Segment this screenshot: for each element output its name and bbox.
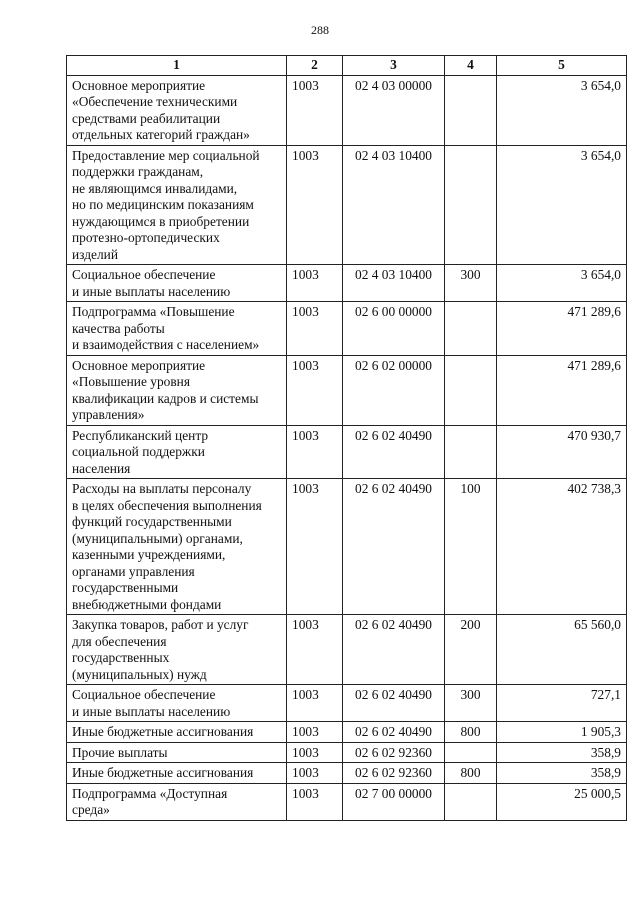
table-row <box>67 145 627 265</box>
table-row <box>67 685 627 722</box>
target-article-cell: 02 4 03 00000 <box>343 75 445 145</box>
section-code-cell: 1003 <box>287 355 343 425</box>
target-article-cell: 02 4 03 10400 <box>343 145 445 265</box>
target-article-cell: 02 6 02 00000 <box>343 355 445 425</box>
section-code-cell: 1003 <box>287 783 343 820</box>
amount-cell: 65 560,0 <box>497 615 627 685</box>
item-name-cell: Предоставление мер социальной поддержки гражданам, не являющимся инвалидами, но по медицинским показаниям нуждающимся в приобретении протезно-ортопедических изделий <box>67 145 287 265</box>
amount-cell: 3 654,0 <box>497 75 627 145</box>
header-col-1: 1 <box>67 56 287 76</box>
target-article-cell: 02 7 00 00000 <box>343 783 445 820</box>
table-row <box>67 479 627 615</box>
expense-type-cell <box>445 355 497 425</box>
section-code-cell: 1003 <box>287 145 343 265</box>
expense-type-cell <box>445 783 497 820</box>
header-col-5: 5 <box>497 56 627 76</box>
item-name-cell: Социальное обеспечение и иные выплаты населению <box>67 265 287 302</box>
expense-type-cell: 800 <box>445 722 497 743</box>
target-article-cell: 02 6 02 40490 <box>343 685 445 722</box>
table-row <box>67 763 627 784</box>
item-name-cell: Иные бюджетные ассигнования <box>67 763 287 784</box>
amount-cell: 470 930,7 <box>497 425 627 479</box>
amount-cell: 358,9 <box>497 742 627 763</box>
header-col-4: 4 <box>445 56 497 76</box>
expense-type-cell: 200 <box>445 615 497 685</box>
section-code-cell: 1003 <box>287 479 343 615</box>
section-code-cell: 1003 <box>287 685 343 722</box>
expense-type-cell: 100 <box>445 479 497 615</box>
table-row <box>67 783 627 820</box>
amount-cell: 471 289,6 <box>497 302 627 356</box>
amount-cell: 727,1 <box>497 685 627 722</box>
table-row <box>67 75 627 145</box>
section-code-cell: 1003 <box>287 302 343 356</box>
header-row <box>67 56 627 76</box>
amount-cell: 358,9 <box>497 763 627 784</box>
section-code-cell: 1003 <box>287 615 343 685</box>
target-article-cell: 02 6 02 40490 <box>343 425 445 479</box>
expense-type-cell <box>445 145 497 265</box>
section-code-cell: 1003 <box>287 722 343 743</box>
section-code-cell: 1003 <box>287 742 343 763</box>
expense-type-cell <box>445 742 497 763</box>
target-article-cell: 02 6 02 40490 <box>343 722 445 743</box>
amount-cell: 3 654,0 <box>497 145 627 265</box>
item-name-cell: Основное мероприятие «Повышение уровня квалификации кадров и системы управления» <box>67 355 287 425</box>
target-article-cell: 02 4 03 10400 <box>343 265 445 302</box>
section-code-cell: 1003 <box>287 763 343 784</box>
target-article-cell: 02 6 02 92360 <box>343 763 445 784</box>
expense-type-cell: 300 <box>445 265 497 302</box>
table-row <box>67 615 627 685</box>
amount-cell: 471 289,6 <box>497 355 627 425</box>
table-row <box>67 355 627 425</box>
item-name-cell: Социальное обеспечение и иные выплаты населению <box>67 685 287 722</box>
section-code-cell: 1003 <box>287 265 343 302</box>
header-col-3: 3 <box>343 56 445 76</box>
item-name-cell: Подпрограмма «Доступная среда» <box>67 783 287 820</box>
amount-cell: 25 000,5 <box>497 783 627 820</box>
table-row <box>67 302 627 356</box>
table-row <box>67 265 627 302</box>
header-col-2: 2 <box>287 56 343 76</box>
item-name-cell: Расходы на выплаты персоналу в целях обеспечения выполнения функций государственными (муниципальными) органами, казенными учреждениями, органами управления государственными внебюджетными фондами <box>67 479 287 615</box>
amount-cell: 3 654,0 <box>497 265 627 302</box>
table-header <box>67 56 627 76</box>
amount-cell: 1 905,3 <box>497 722 627 743</box>
amount-cell: 402 738,3 <box>497 479 627 615</box>
expense-type-cell: 800 <box>445 763 497 784</box>
item-name-cell: Республиканский центр социальной поддержки населения <box>67 425 287 479</box>
page-number: 288 <box>311 23 329 37</box>
table-row <box>67 425 627 479</box>
item-name-cell: Подпрограмма «Повышение качества работы и взаимодействия с населением» <box>67 302 287 356</box>
expense-type-cell <box>445 75 497 145</box>
table-body <box>67 75 627 820</box>
item-name-cell: Закупка товаров, работ и услуг для обеспечения государственных (муниципальных) нужд <box>67 615 287 685</box>
item-name-cell: Основное мероприятие «Обеспечение техническими средствами реабилитации отдельных категорий граждан» <box>67 75 287 145</box>
expense-type-cell <box>445 425 497 479</box>
expense-type-cell <box>445 302 497 356</box>
table-row <box>67 722 627 743</box>
target-article-cell: 02 6 00 00000 <box>343 302 445 356</box>
target-article-cell: 02 6 02 40490 <box>343 479 445 615</box>
section-code-cell: 1003 <box>287 75 343 145</box>
target-article-cell: 02 6 02 40490 <box>343 615 445 685</box>
target-article-cell: 02 6 02 92360 <box>343 742 445 763</box>
item-name-cell: Прочие выплаты <box>67 742 287 763</box>
item-name-cell: Иные бюджетные ассигнования <box>67 722 287 743</box>
expense-type-cell: 300 <box>445 685 497 722</box>
table-row <box>67 742 627 763</box>
section-code-cell: 1003 <box>287 425 343 479</box>
budget-table <box>66 55 627 821</box>
